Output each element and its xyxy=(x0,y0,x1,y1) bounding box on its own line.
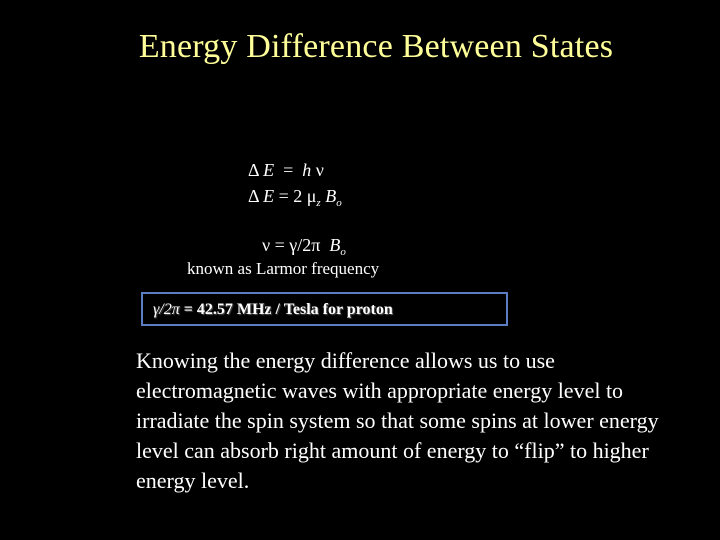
gamma-ratio: γ/2π xyxy=(153,301,180,318)
equals-sign: = xyxy=(274,235,285,255)
frequency-symbol: ν xyxy=(315,160,324,180)
field-subscript: o xyxy=(336,197,342,209)
mu-symbol: μ xyxy=(306,186,317,206)
energy-variable: E xyxy=(263,186,275,206)
gamma-ratio: γ/2π xyxy=(289,235,321,255)
gyromagnetic-ratio-box xyxy=(141,292,508,326)
equals-sign: = xyxy=(283,160,294,180)
equation-larmor xyxy=(262,235,346,258)
slide-title: Energy Difference Between States xyxy=(138,28,614,65)
explanation-paragraph: Knowing the energy difference allows us to use electromagnetic waves with appropriate energy level to irradiate the spin system so that some spins at lower energy level can absorb right amount of energy to “flip” to higher energy level. xyxy=(136,348,659,493)
larmor-label: known as Larmor frequency xyxy=(187,259,380,278)
delta-symbol: Δ xyxy=(248,160,259,180)
mu-subscript: z xyxy=(316,197,321,209)
frequency-symbol: ν xyxy=(262,235,271,255)
gyromagnetic-ratio-text xyxy=(153,301,393,319)
energy-variable: E xyxy=(263,160,275,180)
equals-two: = 2 xyxy=(278,186,303,206)
field-variable: B xyxy=(325,186,337,206)
equation-energy-moment xyxy=(248,186,342,209)
field-variable: B xyxy=(329,235,341,255)
delta-symbol: Δ xyxy=(248,186,259,206)
planck-constant: h xyxy=(302,160,312,180)
field-subscript: o xyxy=(340,246,346,258)
equation-energy-photon xyxy=(248,160,324,181)
gyromagnetic-value: = 42.57 MHz / Tesla for proton xyxy=(183,301,393,318)
